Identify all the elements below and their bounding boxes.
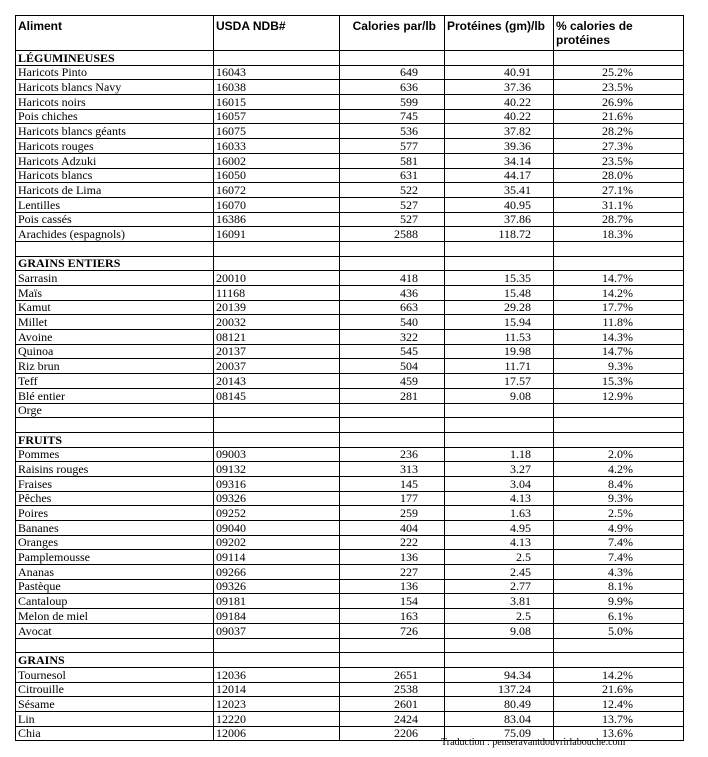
protein-pct-cell: 21.6%: [554, 682, 684, 697]
header-aliment: Aliment: [16, 16, 214, 51]
table-row: [16, 388, 684, 403]
protein-cell: 19.98: [445, 344, 554, 359]
calories-cell: 2588: [340, 227, 445, 242]
usda-ndb-cell: 16038: [214, 80, 340, 95]
protein-pct-cell: 12.4%: [554, 697, 684, 712]
food-name-cell: Quinoa: [16, 344, 214, 359]
table-row: [16, 315, 684, 330]
calories-cell: 599: [340, 95, 445, 110]
usda-ndb-cell: 20143: [214, 374, 340, 389]
calories-cell: 418: [340, 271, 445, 286]
food-name-cell: Orge: [16, 403, 214, 418]
table-row: [16, 550, 684, 565]
section-header-row: [16, 653, 684, 668]
table-row: [16, 183, 684, 198]
protein-pct-cell: 2.0%: [554, 447, 684, 462]
table-row: [16, 65, 684, 80]
section-title: GRAINS ENTIERS: [16, 256, 214, 271]
usda-ndb-cell: 20037: [214, 359, 340, 374]
usda-ndb-cell: 16072: [214, 183, 340, 198]
protein-pct-cell: 14.7%: [554, 271, 684, 286]
calories-cell: 222: [340, 535, 445, 550]
protein-cell: 118.72: [445, 227, 554, 242]
empty-cell: [340, 418, 445, 433]
empty-cell: [214, 638, 340, 653]
protein-cell: 15.35: [445, 271, 554, 286]
protein-pct-cell: 13.6%: [554, 726, 684, 741]
protein-cell: 1.63: [445, 506, 554, 521]
blank-row: [16, 638, 684, 653]
protein-cell: 40.91: [445, 65, 554, 80]
table-row: [16, 109, 684, 124]
protein-cell: [445, 403, 554, 418]
header-proteines: Protéines (gm)/lb: [445, 16, 554, 51]
protein-cell: 29.28: [445, 300, 554, 315]
section-header-row: [16, 432, 684, 447]
empty-cell: [16, 241, 214, 256]
protein-cell: 11.71: [445, 359, 554, 374]
table-row: [16, 535, 684, 550]
food-name-cell: Ananas: [16, 565, 214, 580]
usda-ndb-cell: 16057: [214, 109, 340, 124]
usda-ndb-cell: 09037: [214, 623, 340, 638]
food-name-cell: Pêches: [16, 491, 214, 506]
table-row: [16, 212, 684, 227]
usda-ndb-cell: 12014: [214, 682, 340, 697]
calories-cell: 177: [340, 491, 445, 506]
food-name-cell: Haricots blancs: [16, 168, 214, 183]
protein-cell: 35.41: [445, 183, 554, 198]
usda-ndb-cell: 11168: [214, 286, 340, 301]
calories-cell: 2206: [340, 726, 445, 741]
protein-cell: 80.49: [445, 697, 554, 712]
food-name-cell: Teff: [16, 374, 214, 389]
empty-cell: [214, 51, 340, 66]
table-row: [16, 491, 684, 506]
header-pct: % calories de protéines: [554, 16, 684, 51]
table-row: [16, 374, 684, 389]
protein-pct-cell: 5.0%: [554, 623, 684, 638]
protein-pct-cell: 8.1%: [554, 579, 684, 594]
food-name-cell: Avocat: [16, 623, 214, 638]
calories-cell: 540: [340, 315, 445, 330]
protein-pct-cell: 2.5%: [554, 506, 684, 521]
calories-cell: 459: [340, 374, 445, 389]
calories-cell: 322: [340, 330, 445, 345]
table-row: [16, 506, 684, 521]
empty-cell: [554, 418, 684, 433]
section-title: GRAINS: [16, 653, 214, 668]
food-name-cell: Haricots Adzuki: [16, 153, 214, 168]
calories-cell: 259: [340, 506, 445, 521]
food-name-cell: Chia: [16, 726, 214, 741]
empty-cell: [340, 256, 445, 271]
protein-pct-cell: 25.2%: [554, 65, 684, 80]
empty-cell: [340, 638, 445, 653]
usda-ndb-cell: 16002: [214, 153, 340, 168]
calories-cell: 281: [340, 388, 445, 403]
table-row: [16, 594, 684, 609]
food-name-cell: Tournesol: [16, 667, 214, 682]
protein-pct-cell: 17.7%: [554, 300, 684, 315]
table-row: [16, 462, 684, 477]
protein-pct-cell: 4.2%: [554, 462, 684, 477]
calories-cell: 313: [340, 462, 445, 477]
calories-cell: 636: [340, 80, 445, 95]
table-row: [16, 476, 684, 491]
calories-cell: 527: [340, 212, 445, 227]
table-row: [16, 271, 684, 286]
table-row: [16, 667, 684, 682]
food-name-cell: Blé entier: [16, 388, 214, 403]
empty-cell: [554, 638, 684, 653]
protein-pct-cell: 21.6%: [554, 109, 684, 124]
calories-cell: 236: [340, 447, 445, 462]
food-name-cell: Haricots blancs Navy: [16, 80, 214, 95]
usda-ndb-cell: 09326: [214, 579, 340, 594]
protein-cell: 39.36: [445, 139, 554, 154]
empty-cell: [554, 256, 684, 271]
empty-cell: [340, 653, 445, 668]
usda-ndb-cell: 12220: [214, 711, 340, 726]
calories-cell: 522: [340, 183, 445, 198]
calories-cell: 631: [340, 168, 445, 183]
table-row: [16, 565, 684, 580]
empty-cell: [214, 418, 340, 433]
protein-cell: 2.5: [445, 550, 554, 565]
protein-cell: 2.77: [445, 579, 554, 594]
empty-cell: [214, 256, 340, 271]
section-header-row: [16, 51, 684, 66]
protein-pct-cell: 28.7%: [554, 212, 684, 227]
protein-pct-cell: 12.9%: [554, 388, 684, 403]
calories-cell: 581: [340, 153, 445, 168]
protein-cell: 9.08: [445, 623, 554, 638]
protein-pct-cell: 11.8%: [554, 315, 684, 330]
protein-cell: 94.34: [445, 667, 554, 682]
protein-cell: 17.57: [445, 374, 554, 389]
protein-cell: 75.09: [445, 726, 554, 741]
protein-pct-cell: 14.2%: [554, 667, 684, 682]
usda-ndb-cell: 09202: [214, 535, 340, 550]
protein-pct-cell: 14.2%: [554, 286, 684, 301]
food-name-cell: Maïs: [16, 286, 214, 301]
empty-cell: [554, 51, 684, 66]
food-name-cell: Lentilles: [16, 197, 214, 212]
protein-pct-cell: 14.3%: [554, 330, 684, 345]
table-row: [16, 521, 684, 536]
usda-ndb-cell: 09040: [214, 521, 340, 536]
protein-pct-cell: 9.3%: [554, 359, 684, 374]
protein-cell: 83.04: [445, 711, 554, 726]
food-name-cell: Arachides (espagnols): [16, 227, 214, 242]
usda-ndb-cell: 20010: [214, 271, 340, 286]
table-body: [16, 51, 684, 741]
usda-ndb-cell: 09181: [214, 594, 340, 609]
food-name-cell: Sarrasin: [16, 271, 214, 286]
table-row: [16, 286, 684, 301]
usda-ndb-cell: 16070: [214, 197, 340, 212]
usda-ndb-cell: 12006: [214, 726, 340, 741]
calories-cell: 436: [340, 286, 445, 301]
table-row: [16, 711, 684, 726]
protein-pct-cell: 15.3%: [554, 374, 684, 389]
calories-cell: 2424: [340, 711, 445, 726]
protein-cell: 9.08: [445, 388, 554, 403]
protein-pct-cell: 28.0%: [554, 168, 684, 183]
food-name-cell: Oranges: [16, 535, 214, 550]
food-name-cell: Riz brun: [16, 359, 214, 374]
calories-cell: 145: [340, 476, 445, 491]
usda-ndb-cell: 16386: [214, 212, 340, 227]
food-name-cell: Melon de miel: [16, 609, 214, 624]
table-row: [16, 197, 684, 212]
table-row: [16, 344, 684, 359]
calories-cell: 745: [340, 109, 445, 124]
nutrition-table-container: [15, 15, 684, 741]
food-name-cell: Raisins rouges: [16, 462, 214, 477]
usda-ndb-cell: 09184: [214, 609, 340, 624]
food-name-cell: Pastèque: [16, 579, 214, 594]
empty-cell: [214, 432, 340, 447]
calories-cell: 136: [340, 550, 445, 565]
protein-cell: 40.22: [445, 95, 554, 110]
empty-cell: [340, 51, 445, 66]
protein-pct-cell: 18.3%: [554, 227, 684, 242]
food-name-cell: Lin: [16, 711, 214, 726]
usda-ndb-cell: [214, 403, 340, 418]
table-header-row: [16, 16, 684, 51]
protein-cell: 44.17: [445, 168, 554, 183]
food-name-cell: Haricots noirs: [16, 95, 214, 110]
food-name-cell: Haricots de Lima: [16, 183, 214, 198]
usda-ndb-cell: 09132: [214, 462, 340, 477]
empty-cell: [16, 638, 214, 653]
section-title: LÉGUMINEUSES: [16, 51, 214, 66]
empty-cell: [445, 241, 554, 256]
table-row: [16, 95, 684, 110]
protein-cell: 37.86: [445, 212, 554, 227]
table-row: [16, 139, 684, 154]
table-row: [16, 697, 684, 712]
table-row: [16, 682, 684, 697]
table-row: [16, 124, 684, 139]
protein-pct-cell: 9.3%: [554, 491, 684, 506]
protein-cell: 37.36: [445, 80, 554, 95]
usda-ndb-cell: 09252: [214, 506, 340, 521]
blank-row: [16, 241, 684, 256]
calories-cell: 504: [340, 359, 445, 374]
calories-cell: 404: [340, 521, 445, 536]
protein-cell: 15.94: [445, 315, 554, 330]
protein-pct-cell: 7.4%: [554, 535, 684, 550]
table-row: [16, 609, 684, 624]
protein-pct-cell: 27.3%: [554, 139, 684, 154]
calories-cell: 136: [340, 579, 445, 594]
protein-cell: 40.22: [445, 109, 554, 124]
usda-ndb-cell: 16075: [214, 124, 340, 139]
protein-pct-cell: 6.1%: [554, 609, 684, 624]
protein-cell: 11.53: [445, 330, 554, 345]
food-name-cell: Avoine: [16, 330, 214, 345]
protein-pct-cell: 31.1%: [554, 197, 684, 212]
protein-pct-cell: 14.7%: [554, 344, 684, 359]
empty-cell: [16, 418, 214, 433]
empty-cell: [340, 432, 445, 447]
protein-cell: 15.48: [445, 286, 554, 301]
empty-cell: [445, 51, 554, 66]
calories-cell: 545: [340, 344, 445, 359]
table-row: [16, 330, 684, 345]
table-row: [16, 403, 684, 418]
protein-pct-cell: 7.4%: [554, 550, 684, 565]
translation-credit: Traduction : penseravantdouvrirlabouche.com: [441, 737, 626, 748]
usda-ndb-cell: 09326: [214, 491, 340, 506]
protein-cell: 1.18: [445, 447, 554, 462]
protein-cell: 4.95: [445, 521, 554, 536]
empty-cell: [554, 432, 684, 447]
empty-cell: [445, 432, 554, 447]
protein-cell: 3.27: [445, 462, 554, 477]
table-row: [16, 80, 684, 95]
protein-cell: 3.04: [445, 476, 554, 491]
protein-cell: 2.45: [445, 565, 554, 580]
protein-pct-cell: 13.7%: [554, 711, 684, 726]
food-name-cell: Pamplemousse: [16, 550, 214, 565]
usda-ndb-cell: 08145: [214, 388, 340, 403]
usda-ndb-cell: 16043: [214, 65, 340, 80]
empty-cell: [340, 241, 445, 256]
food-name-cell: Millet: [16, 315, 214, 330]
section-header-row: [16, 256, 684, 271]
food-name-cell: Haricots Pinto: [16, 65, 214, 80]
protein-pct-cell: 4.9%: [554, 521, 684, 536]
empty-cell: [554, 241, 684, 256]
calories-cell: 227: [340, 565, 445, 580]
food-name-cell: Pommes: [16, 447, 214, 462]
food-name-cell: Haricots blancs géants: [16, 124, 214, 139]
table-row: [16, 300, 684, 315]
calories-cell: 163: [340, 609, 445, 624]
calories-cell: 2601: [340, 697, 445, 712]
usda-ndb-cell: 09316: [214, 476, 340, 491]
calories-cell: 726: [340, 623, 445, 638]
calories-cell: 2651: [340, 667, 445, 682]
calories-cell: 577: [340, 139, 445, 154]
usda-ndb-cell: 09003: [214, 447, 340, 462]
protein-pct-cell: 23.5%: [554, 153, 684, 168]
empty-cell: [445, 256, 554, 271]
usda-ndb-cell: 16033: [214, 139, 340, 154]
empty-cell: [214, 241, 340, 256]
calories-cell: 536: [340, 124, 445, 139]
section-title: FRUITS: [16, 432, 214, 447]
empty-cell: [445, 638, 554, 653]
protein-pct-cell: [554, 403, 684, 418]
protein-cell: 40.95: [445, 197, 554, 212]
empty-cell: [214, 653, 340, 668]
usda-ndb-cell: 20032: [214, 315, 340, 330]
protein-pct-cell: 28.2%: [554, 124, 684, 139]
protein-cell: 37.82: [445, 124, 554, 139]
header-calories: Calories par/lb: [340, 16, 445, 51]
empty-cell: [445, 418, 554, 433]
calories-cell: [340, 403, 445, 418]
food-name-cell: Poires: [16, 506, 214, 521]
calories-cell: 527: [340, 197, 445, 212]
table-row: [16, 447, 684, 462]
protein-cell: 137.24: [445, 682, 554, 697]
food-name-cell: Bananes: [16, 521, 214, 536]
food-name-cell: Sésame: [16, 697, 214, 712]
usda-ndb-cell: 09266: [214, 565, 340, 580]
food-name-cell: Kamut: [16, 300, 214, 315]
calories-cell: 649: [340, 65, 445, 80]
calories-cell: 663: [340, 300, 445, 315]
header-usda: USDA NDB#: [214, 16, 340, 51]
protein-pct-cell: 4.3%: [554, 565, 684, 580]
table-row: [16, 359, 684, 374]
food-name-cell: Fraises: [16, 476, 214, 491]
protein-pct-cell: 9.9%: [554, 594, 684, 609]
protein-pct-cell: 27.1%: [554, 183, 684, 198]
table-row: [16, 153, 684, 168]
blank-row: [16, 418, 684, 433]
empty-cell: [445, 653, 554, 668]
table-row: [16, 579, 684, 594]
food-name-cell: Pois cassés: [16, 212, 214, 227]
protein-pct-cell: 26.9%: [554, 95, 684, 110]
protein-cell: 2.5: [445, 609, 554, 624]
usda-ndb-cell: 12036: [214, 667, 340, 682]
usda-ndb-cell: 16091: [214, 227, 340, 242]
usda-ndb-cell: 12023: [214, 697, 340, 712]
food-name-cell: Haricots rouges: [16, 139, 214, 154]
usda-ndb-cell: 20139: [214, 300, 340, 315]
protein-pct-cell: 23.5%: [554, 80, 684, 95]
empty-cell: [554, 653, 684, 668]
usda-ndb-cell: 08121: [214, 330, 340, 345]
usda-ndb-cell: 16015: [214, 95, 340, 110]
protein-pct-cell: 8.4%: [554, 476, 684, 491]
protein-cell: 4.13: [445, 491, 554, 506]
usda-ndb-cell: 16050: [214, 168, 340, 183]
protein-cell: 3.81: [445, 594, 554, 609]
table-row: [16, 227, 684, 242]
food-name-cell: Citrouille: [16, 682, 214, 697]
calories-cell: 2538: [340, 682, 445, 697]
table-row: [16, 623, 684, 638]
table-row: [16, 168, 684, 183]
protein-table: [15, 15, 684, 741]
calories-cell: 154: [340, 594, 445, 609]
protein-cell: 4.13: [445, 535, 554, 550]
food-name-cell: Cantaloup: [16, 594, 214, 609]
protein-cell: 34.14: [445, 153, 554, 168]
food-name-cell: Pois chiches: [16, 109, 214, 124]
usda-ndb-cell: 09114: [214, 550, 340, 565]
usda-ndb-cell: 20137: [214, 344, 340, 359]
